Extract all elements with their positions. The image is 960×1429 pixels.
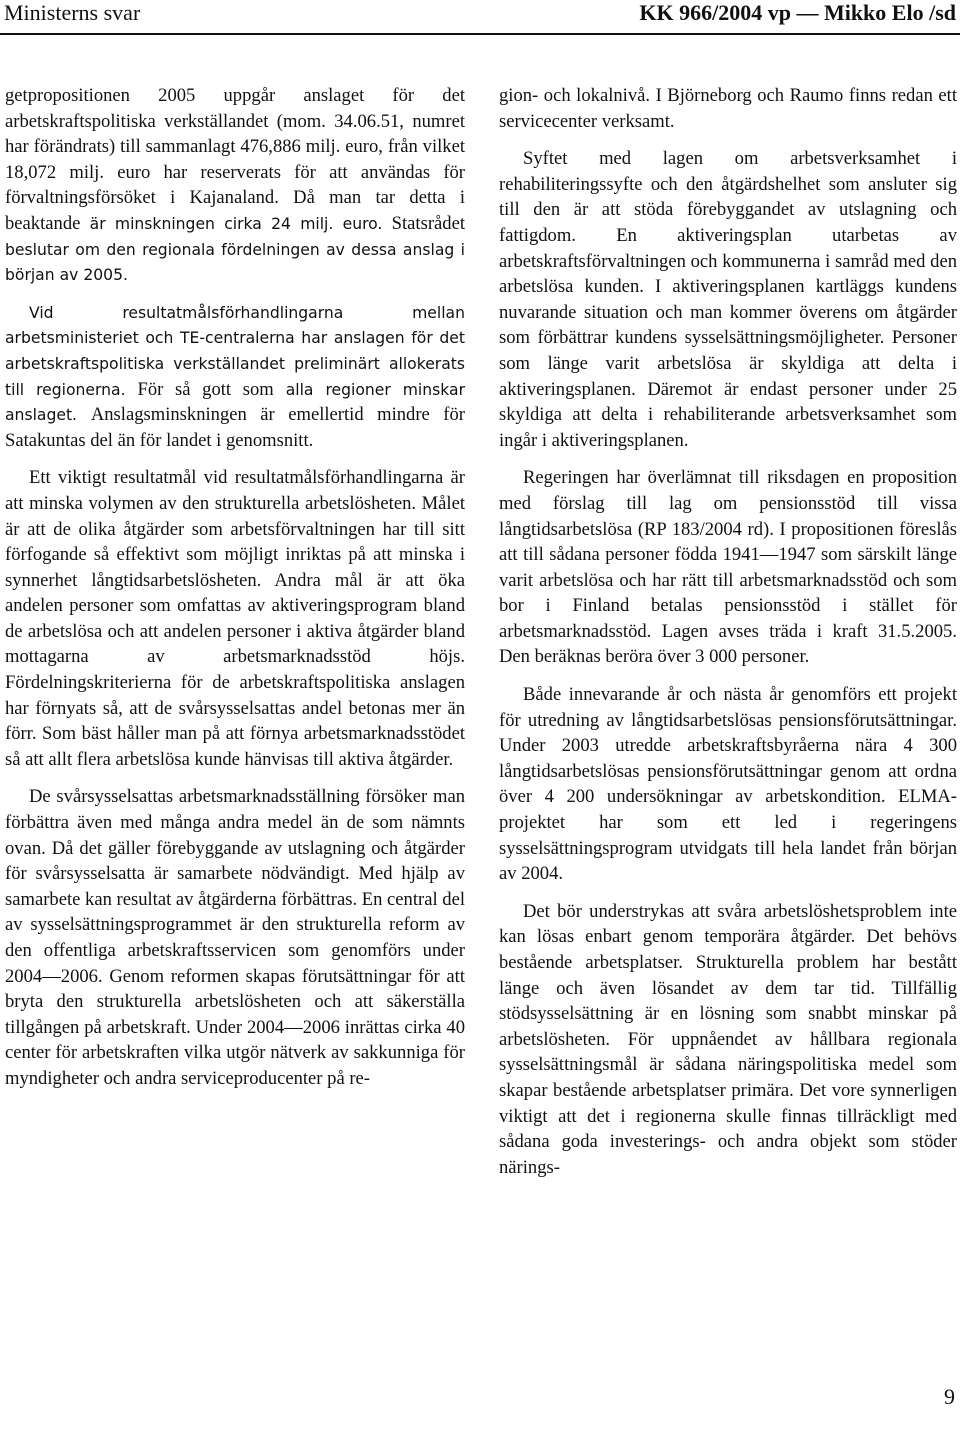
paragraph — [5, 300, 465, 454]
left-column — [5, 83, 465, 1104]
text-run: Syftet med lagen om arbetsverksamhet i rehabiliteringssyfte och den åtgärdshelhet som ansluter sig till den är att stöda förebyggandet av utslagning och fattigdom. En aktiveringsplan utarbetas av arbetskraftsförvaltningen och kommunerna i samråd med den arbetslösa kunden. I aktiveringsplanen kartläggs kundens nuvarande situation och man kommer överens om åtgärder som förbättrar kundens sysselsättningsmöjligheter. Personer som länge varit arbetslösa är skyldiga att delta i aktiveringsplanen. Däremot är endast personer under 25 skyldiga att delta i rehabiliterande arbetsverksamhet som ingår i aktiveringsplanen. — [499, 148, 957, 451]
text-run: För så gott som — [137, 378, 274, 400]
text-run: Anslagsminskningen är emellertid mindre för Satakuntas del än för landet i genomsnitt. — [5, 404, 465, 451]
text-run: getpropositionen 2005 uppgår anslaget för det arbetskraftspolitiska verkställandet (mom. 34.06.51, numret har förändrats) till sammanlagt 476,886 milj. euro, från vilket 18,072 milj. euro har reserverats för att användas för förvaltningsförsöket i Kajanaland. Då man tar detta i beaktande — [5, 85, 465, 234]
paragraph — [499, 146, 957, 453]
text-run: gion- och lokalnivå. I Björneborg och Raumo finns redan ett servicecenter verksamt. — [499, 85, 957, 132]
text-run: alla regioner minskar anslaget. — [5, 380, 465, 425]
paragraph — [499, 899, 957, 1181]
text-run: Statsrådet — [391, 212, 465, 234]
text-run: är minskningen cirka 24 milj. euro. — [80, 214, 392, 233]
text-run: De svårsysselsattas arbetsmarknadsställning försöker man förbättra även med många andra medel än de som nämnts ovan. Då det gäller förebyggande av utslagning och åtgärder för svårsysselsatta är samarbete nödvändigt. Med hjälp av samarbete kan resultat av åtgärderna förbättras. En central del av sysselsättningsprogrammet är den strukturella reform av den offentliga arbetskraftsservicen som genomförs under 2004—2006. Genom reformen skapas förutsättningar för att bryta den strukturella arbetslösheten och att säkerställa tillgången på arbetskraft. Under 2004—2006 inrättas cirka 40 center för arbetskraften vilka utgör nätverk av sakkunniga för myndigheter och andra serviceproducenter på re- — [5, 786, 465, 1089]
text-run: beslutar om den regionala fördelningen av dessa anslag i början av 2005. — [5, 240, 465, 285]
page-number: 9 — [944, 1384, 955, 1409]
text-run: Det bör understrykas att svåra arbetslöshetsproblem inte kan lösas enbart genom temporära åtgärder. Det behövs bestående arbetsplatser. Strukturella problem har bestått länge och även lösandet av dem tar tid. Tillfällig stödsysselsättning är en lösning som snabbt minskar på arbetslösheten. För uppnåendet av hållbara regionala sysselsättningsmål är sådana näringspolitiska medel som skapar bestående arbetsplatser primära. Det vore synnerligen viktigt att det i regionerna skulle finnas tillräckligt med sådana goda investerings- och andra objekt som stöder närings- — [499, 900, 957, 1178]
paragraph — [499, 83, 957, 134]
page-header — [0, 0, 960, 34]
text-run: Regeringen har överlämnat till riksdagen en proposition med förslag till lag om pensionsstöd till vissa långtidsarbetslösa (RP 183/2004 rd). I propositionen föreslås att till sådana personer födda 1941—1947 som särskilt länge varit arbetslösa och har rätt till arbetsmarknadsstöd och som bor i Finland betalas pensionsstöd i stället för arbetsmarknadsstöd. Lagen avses träda i kraft 31.5.2005. Den beräknas beröra över 3 000 personer. — [499, 467, 957, 668]
text-run: Både innevarande år och nästa år genomförs ett projekt för utredning av långtidsarbetslösas pensionsförutsättningar. Under 2003 utredde arbetskraftsbyråerna nära 4 300 långtidsarbetslösas pensionsförutsättningar genom att ordna över 4 200 undersökningar av arbetskondition. ELMA-projektet har som ett led i regeringens sysselsättningsprogram utvidgats till hela landet från början av 2004. — [499, 684, 957, 885]
header-section-title: Ministerns svar — [4, 0, 141, 25]
paragraph — [5, 784, 465, 1091]
header-document-reference: KK 966/2004 vp — Mikko Elo /sd — [639, 0, 956, 25]
paragraph — [499, 682, 957, 887]
text-run: Vid resultatmålsförhandlingarna mellan arbetsministeriet och TE-centralerna har anslagen för det arbetskraftspolitiska verkställandet preliminärt allokerats till regionerna. — [5, 303, 465, 399]
header-rule — [0, 33, 960, 35]
paragraph — [499, 465, 957, 670]
paragraph — [5, 83, 465, 288]
paragraph — [5, 465, 465, 772]
right-column — [499, 83, 957, 1192]
text-run: Ett viktigt resultatmål vid resultatmålsförhandlingarna är att minska volymen av den strukturella arbetslösheten. Målet är att de olika åtgärder som arbetsförvaltningen har till sitt förfogande så effektivt som möjligt inriktas på att minska i synnerhet långtidsarbetslösheten. Andra mål är att öka andelen personer som omfattas av aktiveringsprogram bland de arbetslösa och att andelen personer i aktiva åtgärder bland mottagarna av arbetsmarknadsstöd höjs. Fördelningskriterierna för de arbetskraftspolitiska anslagen har förnyats så, att de svårsysselsattas andel betonas mer än förr. Som bäst håller man på att förnya arbetsmarknadsstödet så att allt flera arbetslösa kunde hänvisas till aktiva åtgärder. — [5, 467, 465, 770]
